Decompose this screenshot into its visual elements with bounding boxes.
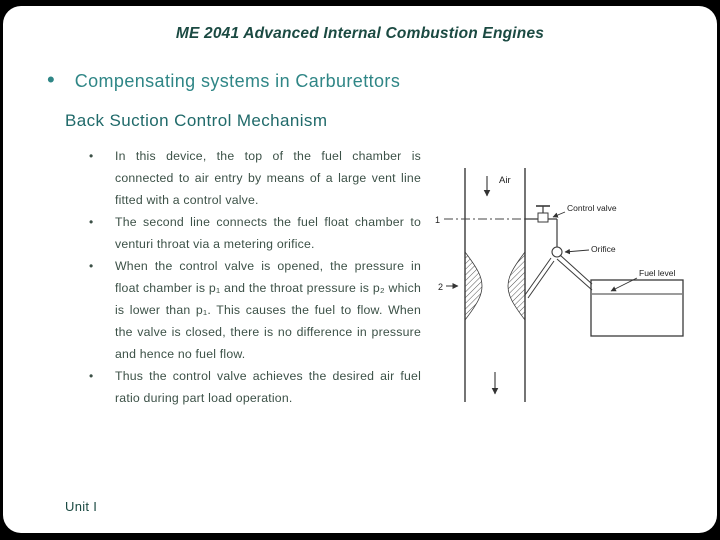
- heading-bullet-marker: [47, 69, 55, 91]
- list-item: [89, 365, 421, 409]
- bullet-marker: [89, 365, 115, 409]
- slide-title: ME 2041 Advanced Internal Combustion Engines: [175, 25, 545, 42]
- marker-2-label: 2: [438, 282, 444, 292]
- back-suction-diagram-svg: [431, 162, 709, 414]
- venturi-left: [465, 252, 482, 320]
- chamber-pipe: [557, 255, 592, 290]
- list-item: [89, 255, 421, 365]
- control-valve-leader-arrow: [553, 212, 565, 217]
- throat-pipe: [525, 258, 554, 298]
- bullet-marker: [89, 145, 115, 211]
- bullet-text-4: Thus the control valve achieves the desired air fuel ratio during part load operation.: [115, 369, 421, 405]
- bullet-list: [89, 145, 421, 409]
- float-chamber: [591, 280, 683, 336]
- bullet-text-2: The second line connects the fuel float chamber to venturi throat via a metering orifice.: [115, 215, 421, 251]
- bullet-text-1: In this device, the top of the fuel chamber is connected to air entry by means of a large vent line fitted with a control valve.: [115, 149, 421, 207]
- slide: [3, 6, 717, 533]
- bullet-text-3: When the control valve is opened, the pressure in float chamber is p₁ and the throat pressure is p₂ which is lower than p₁. This causes the fuel to flow. When the valve is closed, there is no difference in pressure and hence no fuel flow.: [115, 259, 421, 361]
- subheading: Back Suction Control Mechanism: [65, 111, 328, 130]
- control-valve-symbol: [536, 206, 550, 222]
- bullet-marker: [89, 255, 115, 365]
- heading-text: Compensating systems in Carburettors: [74, 71, 401, 91]
- list-item: [89, 145, 421, 211]
- list-item: [89, 211, 421, 255]
- orifice-label: Orifice: [591, 244, 616, 254]
- fuel-level-label: Fuel level: [639, 268, 676, 278]
- bullet-marker: [89, 211, 115, 255]
- carburettor-diagram: [431, 162, 709, 414]
- venturi-right: [508, 252, 525, 320]
- orifice-leader-arrow: [565, 250, 589, 252]
- unit-footer: Unit I: [65, 499, 98, 514]
- heading-row: [47, 69, 400, 92]
- air-label: Air: [499, 175, 511, 186]
- control-valve-label: Control valve: [567, 203, 617, 213]
- marker-1-label: 1: [435, 215, 441, 225]
